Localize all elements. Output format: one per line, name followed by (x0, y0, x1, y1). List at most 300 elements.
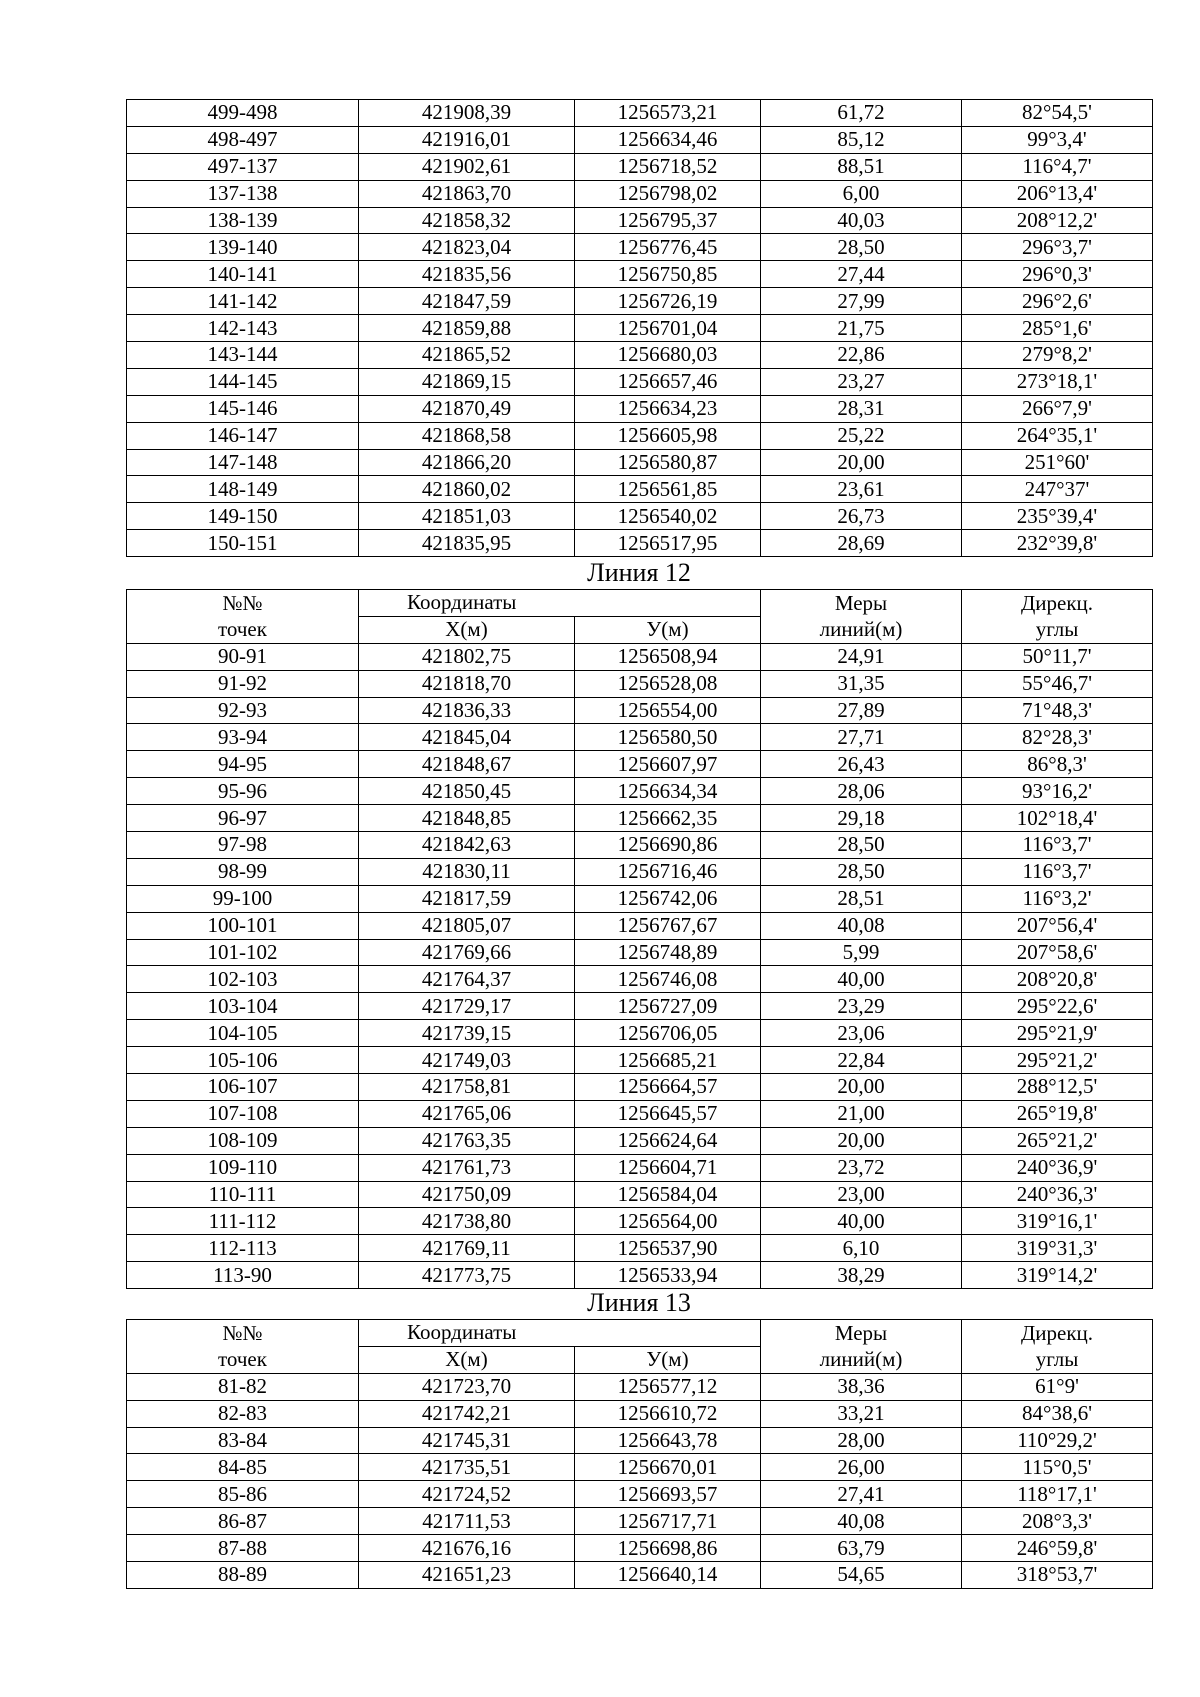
points-cell: 102-103 (127, 966, 359, 993)
y-cell: 1256693,57 (575, 1481, 761, 1508)
points-cell: 109-110 (127, 1154, 359, 1181)
angle-cell: 247°37' (962, 476, 1153, 503)
x-cell: 421711,53 (359, 1508, 575, 1535)
points-cell: 81-82 (127, 1373, 359, 1400)
angle-cell: 273°18,1' (962, 368, 1153, 395)
table-row (127, 1562, 1153, 1589)
angle-cell: 93°16,2' (962, 778, 1153, 805)
x-cell: 421858,32 (359, 207, 575, 234)
y-cell: 1256716,46 (575, 858, 761, 885)
header-points-sub: точек (127, 616, 359, 643)
points-cell: 144-145 (127, 368, 359, 395)
angle-cell: 295°21,2' (962, 1047, 1153, 1074)
coordinates-table-continued (126, 99, 1153, 557)
angle-cell: 319°31,3' (962, 1235, 1153, 1262)
points-cell: 97-98 (127, 832, 359, 859)
y-cell: 1256537,90 (575, 1235, 761, 1262)
y-cell: 1256508,94 (575, 643, 761, 670)
x-cell: 421764,37 (359, 966, 575, 993)
points-cell: 95-96 (127, 778, 359, 805)
table-row (127, 395, 1153, 422)
angle-cell: 206°13,4' (962, 180, 1153, 207)
angle-cell: 296°2,6' (962, 288, 1153, 315)
x-cell: 421908,39 (359, 100, 575, 127)
table-row (127, 1535, 1153, 1562)
y-cell: 1256584,04 (575, 1181, 761, 1208)
table-row (127, 1047, 1153, 1074)
points-cell: 148-149 (127, 476, 359, 503)
length-cell: 88,51 (761, 153, 962, 180)
points-cell: 149-150 (127, 503, 359, 530)
points-cell: 138-139 (127, 207, 359, 234)
length-cell: 31,35 (761, 670, 962, 697)
table-row (127, 939, 1153, 966)
length-cell: 23,29 (761, 993, 962, 1020)
y-cell: 1256664,57 (575, 1074, 761, 1101)
points-cell: 147-148 (127, 449, 359, 476)
table-row (127, 126, 1153, 153)
points-cell: 87-88 (127, 1535, 359, 1562)
points-cell: 497-137 (127, 153, 359, 180)
length-cell: 40,00 (761, 1208, 962, 1235)
y-cell: 1256634,23 (575, 395, 761, 422)
x-cell: 421724,52 (359, 1481, 575, 1508)
y-cell: 1256540,02 (575, 503, 761, 530)
table-row (127, 422, 1153, 449)
length-cell: 61,72 (761, 100, 962, 127)
header-x: X(м) (359, 1346, 575, 1373)
points-cell: 106-107 (127, 1074, 359, 1101)
x-cell: 421739,15 (359, 1020, 575, 1047)
header-measures-sub: линий(м) (761, 616, 962, 643)
angle-cell: 110°29,2' (962, 1427, 1153, 1454)
y-cell: 1256670,01 (575, 1454, 761, 1481)
angle-cell: 264°35,1' (962, 422, 1153, 449)
points-cell: 108-109 (127, 1127, 359, 1154)
x-cell: 421758,81 (359, 1074, 575, 1101)
angle-cell: 288°12,5' (962, 1074, 1153, 1101)
length-cell: 27,44 (761, 261, 962, 288)
x-cell: 421745,31 (359, 1427, 575, 1454)
x-cell: 421763,35 (359, 1127, 575, 1154)
length-cell: 6,10 (761, 1235, 962, 1262)
table-row (127, 832, 1153, 859)
length-cell: 63,79 (761, 1535, 962, 1562)
y-cell: 1256645,57 (575, 1100, 761, 1127)
y-cell: 1256706,05 (575, 1020, 761, 1047)
angle-cell: 296°0,3' (962, 261, 1153, 288)
y-cell: 1256634,46 (575, 126, 761, 153)
angle-cell: 266°7,9' (962, 395, 1153, 422)
angle-cell: 71°48,3' (962, 697, 1153, 724)
table-row (127, 1181, 1153, 1208)
y-cell: 1256662,35 (575, 805, 761, 832)
length-cell: 20,00 (761, 1074, 962, 1101)
x-cell: 421773,75 (359, 1262, 575, 1289)
header-x: X(м) (359, 616, 575, 643)
points-cell: 86-87 (127, 1508, 359, 1535)
x-cell: 421769,66 (359, 939, 575, 966)
angle-cell: 208°3,3' (962, 1508, 1153, 1535)
angle-cell: 265°19,8' (962, 1100, 1153, 1127)
x-cell: 421845,04 (359, 724, 575, 751)
angle-cell: 295°21,9' (962, 1020, 1153, 1047)
length-cell: 28,06 (761, 778, 962, 805)
y-cell: 1256717,71 (575, 1508, 761, 1535)
length-cell: 27,41 (761, 1481, 962, 1508)
points-cell: 96-97 (127, 805, 359, 832)
x-cell: 421738,80 (359, 1208, 575, 1235)
length-cell: 26,00 (761, 1454, 962, 1481)
points-cell: 113-90 (127, 1262, 359, 1289)
x-cell: 421863,70 (359, 180, 575, 207)
table-row (127, 476, 1153, 503)
y-cell: 1256607,97 (575, 751, 761, 778)
length-cell: 20,00 (761, 1127, 962, 1154)
points-cell: 105-106 (127, 1047, 359, 1074)
x-cell: 421865,52 (359, 342, 575, 369)
table-row (127, 1235, 1153, 1262)
y-cell: 1256742,06 (575, 885, 761, 912)
points-cell: 104-105 (127, 1020, 359, 1047)
y-cell: 1256533,94 (575, 1262, 761, 1289)
length-cell: 26,73 (761, 503, 962, 530)
x-cell: 421859,88 (359, 315, 575, 342)
table-row (127, 368, 1153, 395)
y-cell: 1256746,08 (575, 966, 761, 993)
table-row (127, 1154, 1153, 1181)
length-cell: 25,22 (761, 422, 962, 449)
header-measures: Меры (761, 590, 962, 617)
angle-cell: 296°3,7' (962, 234, 1153, 261)
length-cell: 24,91 (761, 643, 962, 670)
points-cell: 84-85 (127, 1454, 359, 1481)
header-measures-sub: линий(м) (761, 1346, 962, 1373)
length-cell: 23,61 (761, 476, 962, 503)
length-cell: 22,84 (761, 1047, 962, 1074)
angle-cell: 240°36,3' (962, 1181, 1153, 1208)
table-row (127, 912, 1153, 939)
table-row (127, 530, 1153, 557)
points-cell: 94-95 (127, 751, 359, 778)
points-cell: 98-99 (127, 858, 359, 885)
y-cell: 1256561,85 (575, 476, 761, 503)
x-cell: 421802,75 (359, 643, 575, 670)
y-cell: 1256643,78 (575, 1427, 761, 1454)
table-row (127, 1074, 1153, 1101)
y-cell: 1256776,45 (575, 234, 761, 261)
length-cell: 27,99 (761, 288, 962, 315)
y-cell: 1256624,64 (575, 1127, 761, 1154)
points-cell: 137-138 (127, 180, 359, 207)
y-cell: 1256727,09 (575, 993, 761, 1020)
y-cell: 1256748,89 (575, 939, 761, 966)
points-cell: 101-102 (127, 939, 359, 966)
table-row (127, 288, 1153, 315)
angle-cell: 207°56,4' (962, 912, 1153, 939)
table-row (127, 643, 1153, 670)
length-cell: 40,03 (761, 207, 962, 234)
header-angles: Дирекц. (962, 590, 1153, 617)
header-y: У(м) (575, 1346, 761, 1373)
angle-cell: 319°14,2' (962, 1262, 1153, 1289)
table-row (127, 1508, 1153, 1535)
y-cell: 1256605,98 (575, 422, 761, 449)
length-cell: 40,08 (761, 912, 962, 939)
x-cell: 421742,21 (359, 1400, 575, 1427)
table-row (127, 993, 1153, 1020)
x-cell: 421868,58 (359, 422, 575, 449)
table-row (127, 697, 1153, 724)
table-row (127, 315, 1153, 342)
points-cell: 82-83 (127, 1400, 359, 1427)
points-cell: 91-92 (127, 670, 359, 697)
y-cell: 1256680,03 (575, 342, 761, 369)
y-cell: 1256685,21 (575, 1047, 761, 1074)
x-cell: 421651,23 (359, 1562, 575, 1589)
angle-cell: 232°39,8' (962, 530, 1153, 557)
header-angles: Дирекц. (962, 1320, 1153, 1347)
table-row (127, 1454, 1153, 1481)
table-row (127, 1020, 1153, 1047)
table-row (127, 1427, 1153, 1454)
angle-cell: 118°17,1' (962, 1481, 1153, 1508)
points-cell: 99-100 (127, 885, 359, 912)
y-cell: 1256564,00 (575, 1208, 761, 1235)
length-cell: 23,06 (761, 1020, 962, 1047)
table-row (127, 503, 1153, 530)
length-cell: 54,65 (761, 1562, 962, 1589)
x-cell: 421866,20 (359, 449, 575, 476)
x-cell: 421870,49 (359, 395, 575, 422)
angle-cell: 115°0,5' (962, 1454, 1153, 1481)
table-row (127, 805, 1153, 832)
angle-cell: 318°53,7' (962, 1562, 1153, 1589)
length-cell: 28,00 (761, 1427, 962, 1454)
points-cell: 88-89 (127, 1562, 359, 1589)
y-cell: 1256634,34 (575, 778, 761, 805)
length-cell: 38,29 (761, 1262, 962, 1289)
table-row (127, 1100, 1153, 1127)
x-cell: 421835,95 (359, 530, 575, 557)
y-cell: 1256640,14 (575, 1562, 761, 1589)
header-angles-sub: углы (962, 616, 1153, 643)
points-cell: 110-111 (127, 1181, 359, 1208)
points-cell: 498-497 (127, 126, 359, 153)
table-row (127, 342, 1153, 369)
angle-cell: 84°38,6' (962, 1400, 1153, 1427)
x-cell: 421902,61 (359, 153, 575, 180)
table-row (127, 778, 1153, 805)
x-cell: 421836,33 (359, 697, 575, 724)
table-row (127, 751, 1153, 778)
header-measures: Меры (761, 1320, 962, 1347)
points-cell: 93-94 (127, 724, 359, 751)
points-cell: 107-108 (127, 1100, 359, 1127)
y-cell: 1256657,46 (575, 368, 761, 395)
table-row (127, 180, 1153, 207)
header-coordinates: Координаты (359, 590, 761, 617)
angle-cell: 116°3,7' (962, 858, 1153, 885)
length-cell: 29,18 (761, 805, 962, 832)
table-row (127, 261, 1153, 288)
length-cell: 28,50 (761, 832, 962, 859)
points-cell: 83-84 (127, 1427, 359, 1454)
x-cell: 421769,11 (359, 1235, 575, 1262)
angle-cell: 116°3,2' (962, 885, 1153, 912)
x-cell: 421749,03 (359, 1047, 575, 1074)
length-cell: 40,08 (761, 1508, 962, 1535)
points-cell: 103-104 (127, 993, 359, 1020)
table-row (127, 724, 1153, 751)
length-cell: 23,00 (761, 1181, 962, 1208)
y-cell: 1256573,21 (575, 100, 761, 127)
table-row (127, 670, 1153, 697)
table-row (127, 858, 1153, 885)
angle-cell: 265°21,2' (962, 1127, 1153, 1154)
length-cell: 28,51 (761, 885, 962, 912)
y-cell: 1256610,72 (575, 1400, 761, 1427)
section-title-line-13: Линия 13 (587, 1288, 691, 1317)
x-cell: 421916,01 (359, 126, 575, 153)
length-cell: 28,69 (761, 530, 962, 557)
table-row (127, 966, 1153, 993)
y-cell: 1256718,52 (575, 153, 761, 180)
points-cell: 112-113 (127, 1235, 359, 1262)
x-cell: 421830,11 (359, 858, 575, 885)
y-cell: 1256528,08 (575, 670, 761, 697)
length-cell: 28,50 (761, 858, 962, 885)
length-cell: 33,21 (761, 1400, 962, 1427)
points-cell: 111-112 (127, 1208, 359, 1235)
length-cell: 28,50 (761, 234, 962, 261)
points-cell: 92-93 (127, 697, 359, 724)
length-cell: 23,72 (761, 1154, 962, 1181)
x-cell: 421818,70 (359, 670, 575, 697)
length-cell: 6,00 (761, 180, 962, 207)
y-cell: 1256604,71 (575, 1154, 761, 1181)
points-cell: 146-147 (127, 422, 359, 449)
x-cell: 421842,63 (359, 832, 575, 859)
header-y: У(м) (575, 616, 761, 643)
angle-cell: 82°54,5' (962, 100, 1153, 127)
length-cell: 21,75 (761, 315, 962, 342)
coordinates-table-line-13 (126, 1319, 1153, 1589)
y-cell: 1256798,02 (575, 180, 761, 207)
x-cell: 421850,45 (359, 778, 575, 805)
points-cell: 143-144 (127, 342, 359, 369)
angle-cell: 86°8,3' (962, 751, 1153, 778)
length-cell: 38,36 (761, 1373, 962, 1400)
length-cell: 27,89 (761, 697, 962, 724)
x-cell: 421723,70 (359, 1373, 575, 1400)
angle-cell: 295°22,6' (962, 993, 1153, 1020)
coordinates-table-line-12 (126, 589, 1153, 1289)
y-cell: 1256698,86 (575, 1535, 761, 1562)
x-cell: 421823,04 (359, 234, 575, 261)
angle-cell: 55°46,7' (962, 670, 1153, 697)
length-cell: 40,00 (761, 966, 962, 993)
table-row (127, 1262, 1153, 1289)
x-cell: 421729,17 (359, 993, 575, 1020)
length-cell: 23,27 (761, 368, 962, 395)
x-cell: 421835,56 (359, 261, 575, 288)
y-cell: 1256580,87 (575, 449, 761, 476)
points-cell: 140-141 (127, 261, 359, 288)
angle-cell: 102°18,4' (962, 805, 1153, 832)
table-row (127, 1127, 1153, 1154)
x-cell: 421860,02 (359, 476, 575, 503)
angle-cell: 116°3,7' (962, 832, 1153, 859)
length-cell: 5,99 (761, 939, 962, 966)
length-cell: 85,12 (761, 126, 962, 153)
angle-cell: 82°28,3' (962, 724, 1153, 751)
table-row (127, 234, 1153, 261)
header-points-sub: точек (127, 1346, 359, 1373)
x-cell: 421750,09 (359, 1181, 575, 1208)
points-cell: 499-498 (127, 100, 359, 127)
x-cell: 421848,85 (359, 805, 575, 832)
table-row (127, 1400, 1153, 1427)
angle-cell: 285°1,6' (962, 315, 1153, 342)
length-cell: 20,00 (761, 449, 962, 476)
angle-cell: 61°9' (962, 1373, 1153, 1400)
points-cell: 150-151 (127, 530, 359, 557)
points-cell: 100-101 (127, 912, 359, 939)
table-row (127, 207, 1153, 234)
x-cell: 421761,73 (359, 1154, 575, 1181)
angle-cell: 208°12,2' (962, 207, 1153, 234)
angle-cell: 99°3,4' (962, 126, 1153, 153)
angle-cell: 116°4,7' (962, 153, 1153, 180)
x-cell: 421869,15 (359, 368, 575, 395)
y-cell: 1256701,04 (575, 315, 761, 342)
angle-cell: 235°39,4' (962, 503, 1153, 530)
points-cell: 141-142 (127, 288, 359, 315)
angle-cell: 319°16,1' (962, 1208, 1153, 1235)
x-cell: 421847,59 (359, 288, 575, 315)
y-cell: 1256726,19 (575, 288, 761, 315)
length-cell: 21,00 (761, 1100, 962, 1127)
y-cell: 1256767,67 (575, 912, 761, 939)
angle-cell: 240°36,9' (962, 1154, 1153, 1181)
header-angles-sub: углы (962, 1346, 1153, 1373)
angle-cell: 251°60' (962, 449, 1153, 476)
length-cell: 26,43 (761, 751, 962, 778)
y-cell: 1256517,95 (575, 530, 761, 557)
y-cell: 1256690,86 (575, 832, 761, 859)
y-cell: 1256554,00 (575, 697, 761, 724)
table-row (127, 100, 1153, 127)
x-cell: 421851,03 (359, 503, 575, 530)
y-cell: 1256580,50 (575, 724, 761, 751)
points-cell: 139-140 (127, 234, 359, 261)
points-cell: 90-91 (127, 643, 359, 670)
points-cell: 85-86 (127, 1481, 359, 1508)
y-cell: 1256795,37 (575, 207, 761, 234)
angle-cell: 207°58,6' (962, 939, 1153, 966)
length-cell: 28,31 (761, 395, 962, 422)
x-cell: 421817,59 (359, 885, 575, 912)
y-cell: 1256750,85 (575, 261, 761, 288)
x-cell: 421805,07 (359, 912, 575, 939)
table-row (127, 1481, 1153, 1508)
header-coordinates: Координаты (359, 1320, 761, 1347)
x-cell: 421848,67 (359, 751, 575, 778)
x-cell: 421676,16 (359, 1535, 575, 1562)
section-title-line-12: Линия 12 (587, 558, 691, 587)
angle-cell: 246°59,8' (962, 1535, 1153, 1562)
